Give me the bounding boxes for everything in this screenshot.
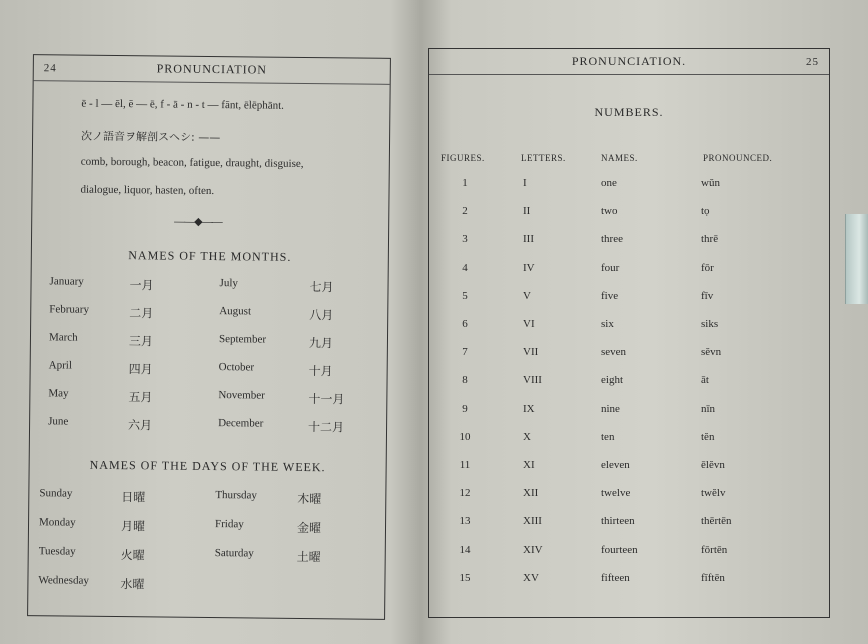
cell-fig: 8 [462,374,468,387]
cell-fig: 2 [462,205,468,218]
cell-letters: X [523,430,531,443]
cell-fig: 14 [459,543,471,556]
cell-name: eleven [601,459,630,471]
left-page-number: 24 [43,61,57,74]
cell-letters: XV [523,571,539,584]
cell-fig: 9 [462,402,468,415]
cell-fig: 1 [462,177,468,189]
cell-name: six [601,318,614,330]
left-page [0,0,420,644]
cell-name: eight [601,374,623,387]
cell-pron: tọ [701,205,710,218]
cell-pron: fōr [701,261,714,274]
cell-letters: VII [523,346,539,359]
months-title: NAMES OF THE MONTHS. [128,248,292,264]
cell-letters: V [523,289,531,302]
cell-pron: tĕn [701,430,715,443]
cell-letters: XIII [523,515,542,528]
cell-name: nine [601,402,620,415]
cell-fig: 4 [462,261,468,274]
cell-pron: thrē [701,233,719,246]
days-title: NAMES OF THE DAYS OF THE WEEK. [89,457,326,475]
cell-pron: fōrtēn [701,543,728,556]
cell-letters: XII [523,487,539,500]
cell-letters: XI [523,459,535,471]
months-grid: January 一月 February 二月 March 三月 April 四月 May 五月 June 六月 July 七月 August 八月 September 九月 October 十月 November 十一月 December 十二月 [48,275,345,435]
cell-fig: 6 [462,318,468,330]
cell-letters: III [523,233,534,246]
cell-name: five [601,289,619,302]
column-header-figures: FIGURES. [441,153,485,163]
days-grid: Sunday 日曜 Monday 月曜 Tuesday 火曜 Wednesday 水曜 Thursday 木曜 Friday 金曜 Saturday 土曜 [38,487,322,592]
cell-fig: 11 [459,459,471,471]
word-line-1: comb, borough, beacon, fatigue, draught, disguise, [80,155,304,170]
column-header-letters: LETTERS. [521,153,566,163]
left-running-title: PRONUNCIATION [156,61,268,77]
cell-name: thirteen [601,515,635,528]
ornament-divider: ——◆—— [174,215,222,229]
cell-fig: 13 [459,515,471,528]
cell-fig: 7 [462,346,468,359]
cell-pron: twĕlv [701,487,726,500]
word-line-2: dialogue, liquor, hasten, often. [80,183,215,198]
right-running-title: PRONUNCIATION. [571,54,687,68]
right-page [428,0,868,644]
cell-letters: IX [523,402,535,415]
right-page-frame [428,48,830,618]
glass-edge [845,214,868,304]
cell-pron: fīv [701,289,714,302]
cell-pron: wŭn [701,177,720,189]
cell-name: four [601,261,620,274]
cell-fig: 10 [459,430,471,443]
cell-fig: 5 [462,289,468,302]
cell-fig: 12 [459,487,471,500]
left-page-header [34,55,390,85]
numbers-title: NUMBERS. [594,105,664,119]
cell-name: one [601,177,617,189]
column-header-names: NAMES. [601,153,638,163]
cell-name: ten [601,430,615,443]
cell-name: fifteen [601,571,630,584]
cell-pron: fĭftēn [701,571,725,584]
example-line: ē - l — ēl, ē — ē, f - ā - n - t — fānt, ēlēphānt. [81,97,285,112]
cell-name: fourteen [601,543,638,556]
cell-letters: II [523,205,531,218]
cell-pron: nīn [701,402,716,415]
cell-letters: VI [523,318,535,330]
cell-pron: thērtēn [701,515,732,528]
column-header-pronounced: PRONOUNCED. [703,153,773,163]
cell-name: twelve [601,487,631,500]
cell-name: seven [601,346,627,359]
right-page-number: 25 [806,55,819,68]
cell-fig: 15 [459,571,471,584]
cell-pron: siks [701,318,719,330]
cell-name: three [601,233,623,246]
cell-name: two [601,205,618,218]
cell-fig: 3 [462,233,468,246]
cell-letters: VIII [523,374,542,387]
right-page-header [429,49,829,75]
cell-pron: sĕvn [701,346,722,359]
cell-pron: āt [701,374,709,387]
cell-letters: I [523,177,527,189]
cell-pron: ēlĕvn [701,459,725,471]
cell-letters: IV [523,261,535,274]
instruction-ja: 次ノ語音ヲ解剖スヘシ: —— [81,129,221,145]
cell-letters: XIV [523,543,543,556]
left-page-frame [27,54,391,620]
